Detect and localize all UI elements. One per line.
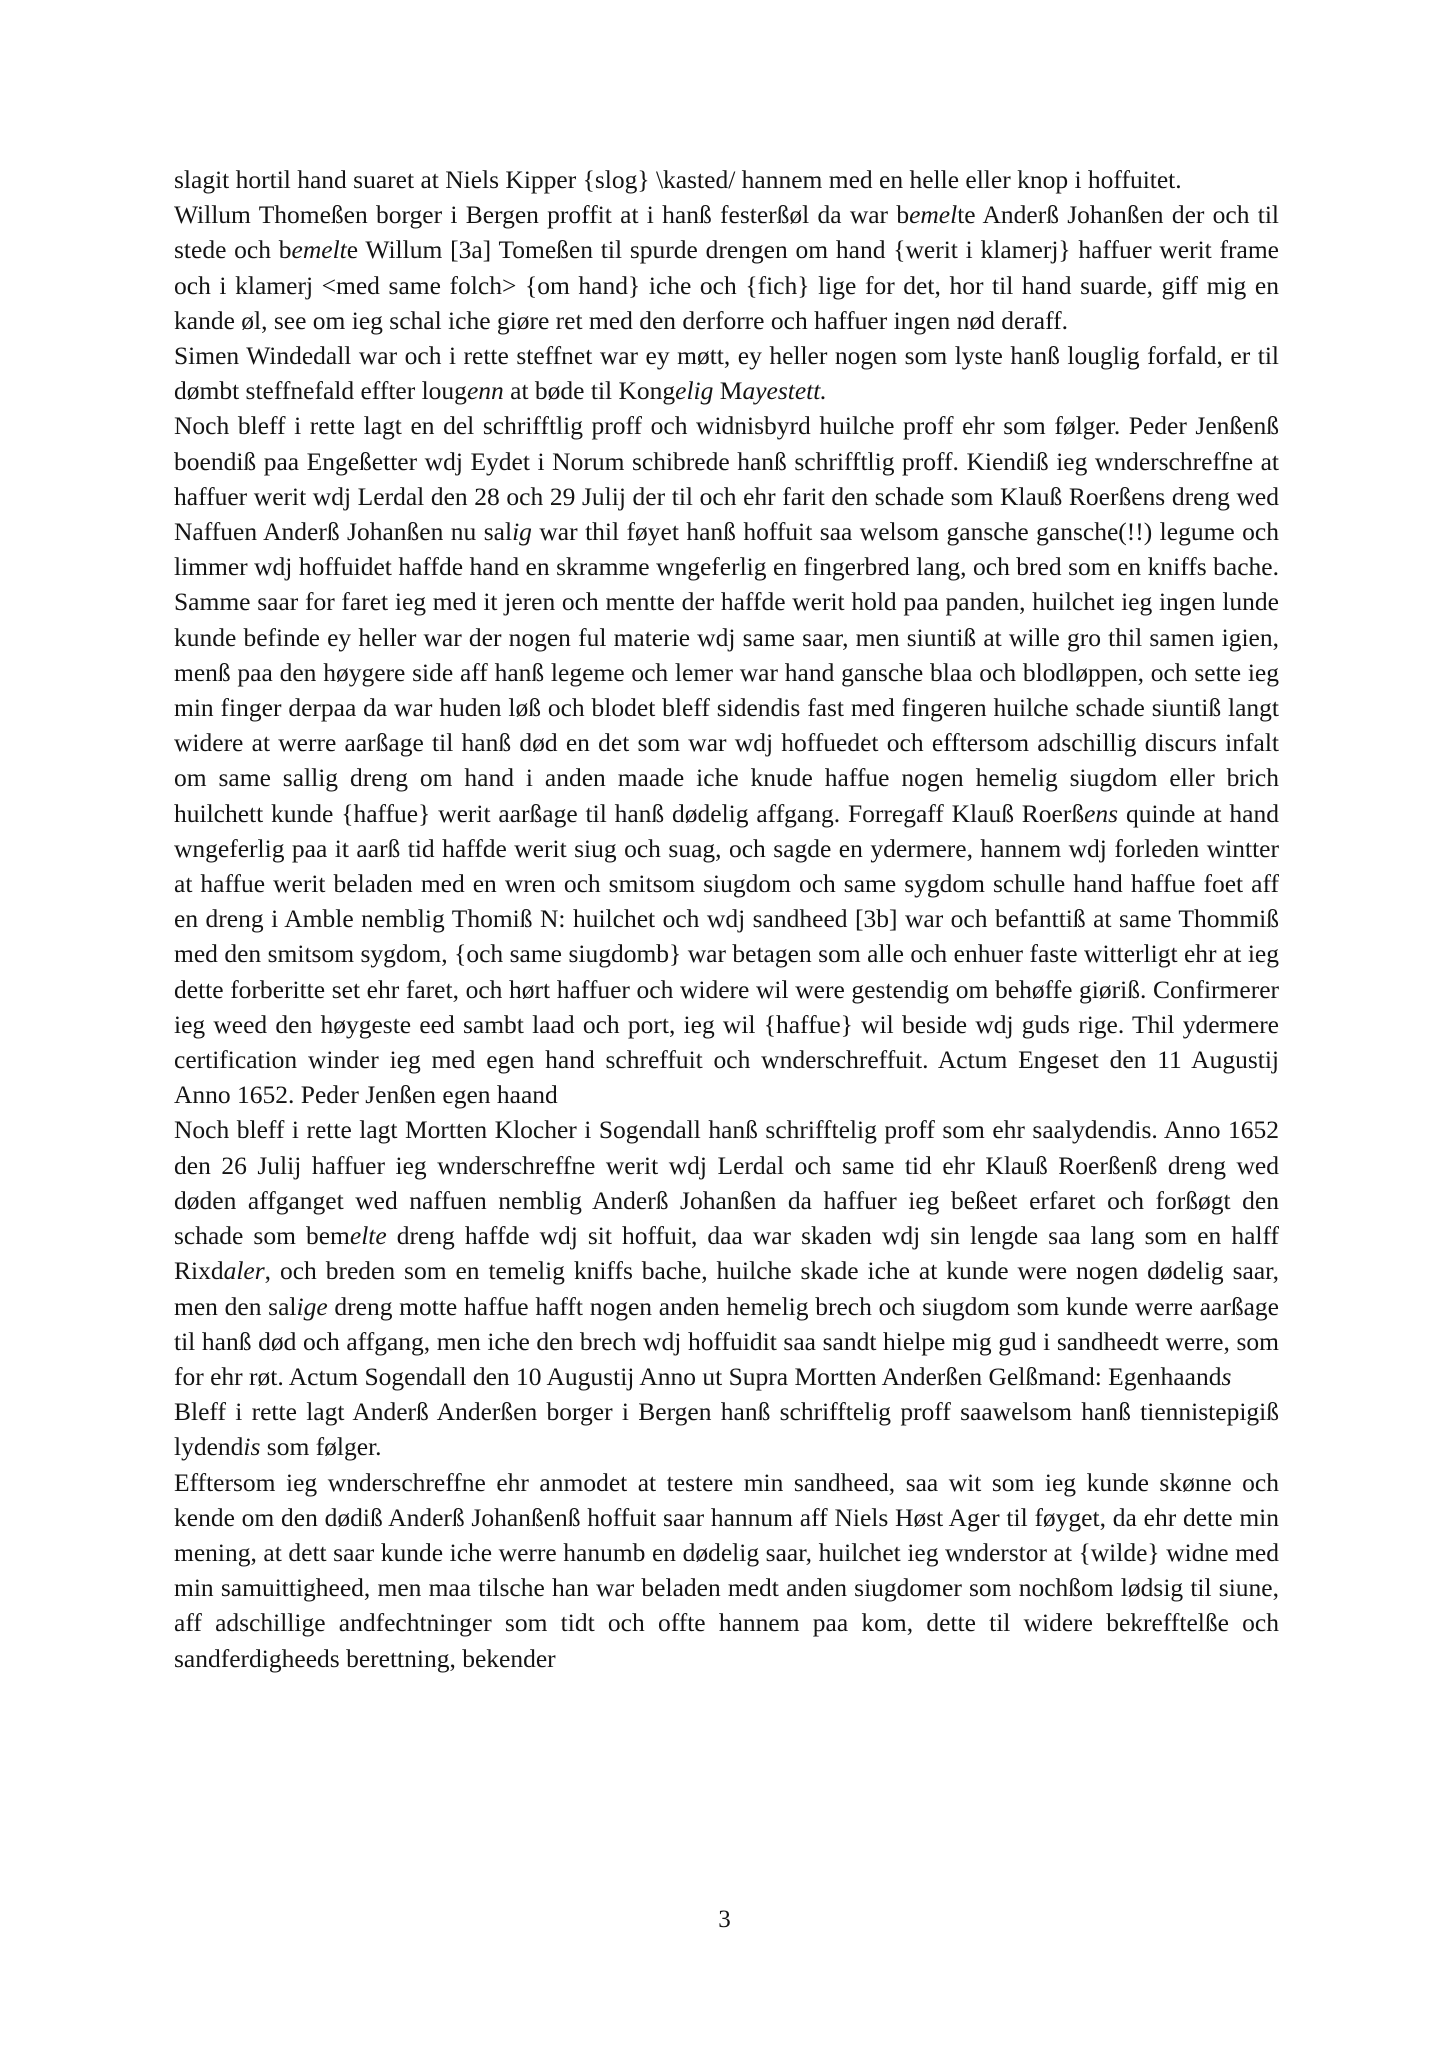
text-run: M: [713, 376, 743, 406]
italic-text-run: s: [1221, 1361, 1232, 1391]
italic-text-run: ig: [512, 517, 532, 547]
italic-text-run: ens: [1084, 798, 1119, 828]
italic-text-run: elig: [675, 376, 714, 406]
italic-text-run: aler: [223, 1256, 265, 1286]
paragraph: [174, 1112, 1279, 1394]
text-run: quinde at hand wngeferlig paa it aarß tid haffde werit siug och suag, och sagde en ydermere, hannem wdj forleden wintter at haffue werit beladen med en wren och smitsom siugdom och same sygdom schulle hand haffue foet aff en dreng i Amble nemblig Thomiß N: huilchet och wdj sandheed [3b] war och befanttiß at same Thommiß med den smitsom sygdom, {och same siugdomb} war betagen som alle och enhuer faste witterligt ehr at ieg dette forberitte set ehr faret, och hørt haffuer och widere wil were gestendig om behøffe giøriß. Confirmerer ieg weed den høygeste eed sambt laad och port, ieg wil {haffue} wil beside wdj guds rige. Thil ydermere certification winder ieg med egen hand schreffuit och wnderschreffuit. Actum Engeset den 11 Augustij Anno 1652. Peder Jenßen egen haand: [174, 798, 1279, 1110]
document-body: [174, 162, 1279, 1676]
italic-text-run: ayestett.: [742, 376, 827, 406]
paragraph: [174, 1465, 1279, 1676]
page-number: 3: [718, 1906, 731, 1933]
text-run: Efftersom ieg wnderschreffne ehr anmodet at testere min sandheed, saa wit som ieg kunde skønne och kende om den dødiß Anderß Johanßenß hoffuit saar hannum aff Niels Høst Ager til føyget, da ehr dette min mening, at dett saar kunde iche werre hanumb en dødelig saar, huilchet ieg wnderstor at {wilde} widne med min samuittigheed, men maa tilsche han war beladen medt anden siugdomer som nochßom lødsig til siune, aff adschillige andfechtninger som tidt och offte hannem paa kom, dette til widere bekrefftelße och sandferdigheeds berettning, bekender: [174, 1467, 1279, 1673]
text-run: dreng haffde wdj sit hoffuit, daa war skaden wdj sin lengde saa lang som en halff Rixd: [174, 1221, 1279, 1286]
text-run: at bøde til Kong: [503, 376, 676, 406]
text-run: dreng motte haffue hafft nogen anden hemelig brech och siugdom som kunde werre aarßage til hanß død och affgang, men iche den brech wdj hoffuidit saa sandt hielpe mig gud i sandheedt werre, som for ehr røt. Actum Sogendall den 10 Augustij Anno ut Supra Mortten Anderßen Gelßmand: Egenhaand: [174, 1291, 1279, 1391]
text-run: slagit hortil hand suaret at Niels Kipper {slog} \kasted/ hannem med en helle eller knop i hoffuitet.: [174, 165, 1182, 194]
text-run: Bleff i rette lagt Anderß Anderßen borger i Bergen hanß schrifftelig proff saawelsom hanß tiennistepigiß lydend: [174, 1397, 1279, 1462]
paragraph: [174, 197, 1279, 338]
text-run: Simen Windedall war och i rette steffnet war ey møtt, ey heller nogen som lyste hanß louglig forfald, er til dømbt steffnefald effter loug: [174, 341, 1279, 406]
italic-text-run: elte: [349, 1221, 387, 1251]
paragraph: [174, 338, 1279, 408]
paragraph: [174, 1394, 1279, 1464]
text-run: Noch bleff i rette lagt en del schrifftlig proff och widnisbyrd huilche proff ehr som følger. Peder Jenßenß boendiß paa Engeßetter wdj Eydet i Norum schibrede hanß schrifftlig proff. Kiendiß ieg wnderschreffne at haffuer werit wdj Lerdal den 28 och 29 Julij der til och ehr farit den schade som Klauß Roerßens dreng wed Naffuen Anderß Johanßen nu sal: [174, 411, 1279, 547]
text-run: te Anderß Johanßen der och til stede och b: [174, 200, 1279, 265]
text-run: war thil føyet hanß hoffuit saa welsom gansche gansche(!!) legume och limmer wdj hoffuidet haffde hand en skramme wngeferlig en fingerbred lang, och bred som en kniffs bache. Samme saar for faret ieg med it jeren och mentte der haffde werit hold paa panden, huilchet ieg ingen lunde kunde befinde ey heller war der nogen ful materie wdj same saar, men siuntiß at wille gro thil samen igien, menß paa den høygere side aff hanß legeme och lemer war hand gansche blaa och blodløppen, och sette ieg min finger derpaa da war huden løß och blodet bleff sidendis fast med fingeren huilche schade siuntiß langt widere at werre aarßage til hanß død en det som war wdj hoffuedet och efftersom adschillig discurs infalt om same sallig dreng om hand i anden maade iche knude haffue nogen hemelig siugdom eller brich huilchett kunde {haffue} werit aarßage til hanß dødelig affgang. Forregaff Klauß Roerß: [174, 517, 1280, 828]
italic-text-run: emelt: [291, 235, 347, 265]
text-run: e Willum [3a] Tomeßen til spurde drengen om hand {werit i klamerj} haffuer werit frame och i klamerj <med same folch> {om hand} iche och {fich} lige for det, hor til hand suarde, giff mig en kande øl, see om ieg schal iche giøre ret med den derforre och haffuer ingen nød deraff.: [174, 235, 1279, 335]
paragraph: [174, 408, 1279, 1112]
italic-text-run: is: [243, 1432, 261, 1462]
text-run: som følger.: [260, 1432, 382, 1462]
text-run: Willum Thomeßen borger i Bergen proffit at i hanß festerßøl da war b: [174, 200, 910, 230]
paragraph: [174, 162, 1279, 197]
text-run: , och breden som en temelig kniffs bache, huilche skade iche at kunde were nogen dødelig saar, men den sal: [174, 1256, 1279, 1321]
italic-text-run: enn: [466, 376, 504, 406]
italic-text-run: emel: [909, 200, 958, 230]
text-run: Noch bleff i rette lagt Mortten Klocher i Sogendall hanß schrifftelig proff som ehr saalydendis. Anno 1652 den 26 Julij haffuer ieg wnderschreffne werit wdj Lerdal och same tid ehr Klauß Roerßenß dreng wed døden affganget wed naffuen nemblig Anderß Johanßen da haffuer ieg beßeet erfaret och forßøgt den schade som bem: [174, 1115, 1279, 1251]
italic-text-run: ige: [296, 1291, 328, 1321]
